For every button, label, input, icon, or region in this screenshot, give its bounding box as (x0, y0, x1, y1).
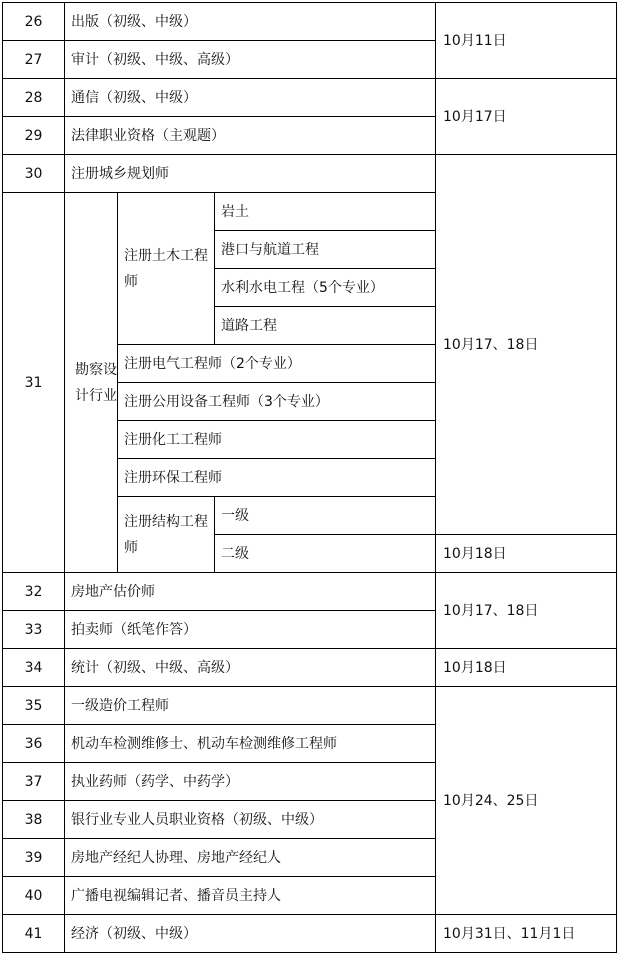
environmental-engineer: 注册环保工程师 (118, 459, 436, 497)
row-number: 30 (3, 155, 65, 193)
exam-name: 机动车检测维修士、机动车检测维修工程师 (65, 725, 436, 763)
exam-name: 拍卖师（纸笔作答） (65, 611, 436, 649)
table-row (3, 3, 617, 41)
row-number: 27 (3, 41, 65, 79)
exam-date: 10月11日 (436, 3, 617, 79)
exam-name: 法律职业资格（主观题） (65, 117, 436, 155)
exam-name: 广播电视编辑记者、播音员主持人 (65, 877, 436, 915)
row-number: 34 (3, 649, 65, 687)
exam-name: 注册城乡规划师 (65, 155, 436, 193)
table-row (3, 79, 617, 117)
exam-name: 一级造价工程师 (65, 687, 436, 725)
row-number: 28 (3, 79, 65, 117)
civil-subspecialty: 道路工程 (215, 307, 436, 345)
structural-grade: 二级 (215, 535, 436, 573)
table-row (3, 573, 617, 611)
row-number: 36 (3, 725, 65, 763)
structural-engineer-label: 注册结构工程师 (118, 497, 215, 573)
row-number: 37 (3, 763, 65, 801)
industry-name: 勘察设计行业 (65, 193, 118, 573)
civil-subspecialty: 岩土 (215, 193, 436, 231)
row-number: 41 (3, 915, 65, 953)
exam-date: 10月24、25日 (436, 687, 617, 915)
exam-name: 银行业专业人员职业资格（初级、中级） (65, 801, 436, 839)
row-number: 33 (3, 611, 65, 649)
civil-subspecialty: 港口与航道工程 (215, 231, 436, 269)
table-row (3, 915, 617, 953)
exam-name: 房地产估价师 (65, 573, 436, 611)
row-number: 39 (3, 839, 65, 877)
row-number: 35 (3, 687, 65, 725)
table-row (3, 687, 617, 725)
utility-engineer: 注册公用设备工程师（3个专业） (118, 383, 436, 421)
civil-engineer-label: 注册土木工程师 (118, 193, 215, 345)
structural-grade: 一级 (215, 497, 436, 535)
exam-date: 10月18日 (436, 535, 617, 573)
exam-date: 10月17、18日 (436, 155, 617, 535)
exam-schedule-table (2, 2, 617, 953)
exam-name: 经济（初级、中级） (65, 915, 436, 953)
row-number: 31 (3, 193, 65, 573)
row-number: 29 (3, 117, 65, 155)
exam-date: 10月17、18日 (436, 573, 617, 649)
row-number: 38 (3, 801, 65, 839)
chemical-engineer: 注册化工工程师 (118, 421, 436, 459)
exam-name: 通信（初级、中级） (65, 79, 436, 117)
exam-name: 执业药师（药学、中药学） (65, 763, 436, 801)
table-row (3, 649, 617, 687)
exam-name: 出版（初级、中级） (65, 3, 436, 41)
exam-name: 房地产经纪人协理、房地产经纪人 (65, 839, 436, 877)
exam-date: 10月17日 (436, 79, 617, 155)
table-row (3, 155, 617, 193)
exam-date: 10月31日、11月1日 (436, 915, 617, 953)
electrical-engineer: 注册电气工程师（2个专业） (118, 345, 436, 383)
exam-name: 统计（初级、中级、高级） (65, 649, 436, 687)
exam-name: 审计（初级、中级、高级） (65, 41, 436, 79)
row-number: 26 (3, 3, 65, 41)
row-number: 32 (3, 573, 65, 611)
exam-date: 10月18日 (436, 649, 617, 687)
row-number: 40 (3, 877, 65, 915)
civil-subspecialty: 水利水电工程（5个专业） (215, 269, 436, 307)
